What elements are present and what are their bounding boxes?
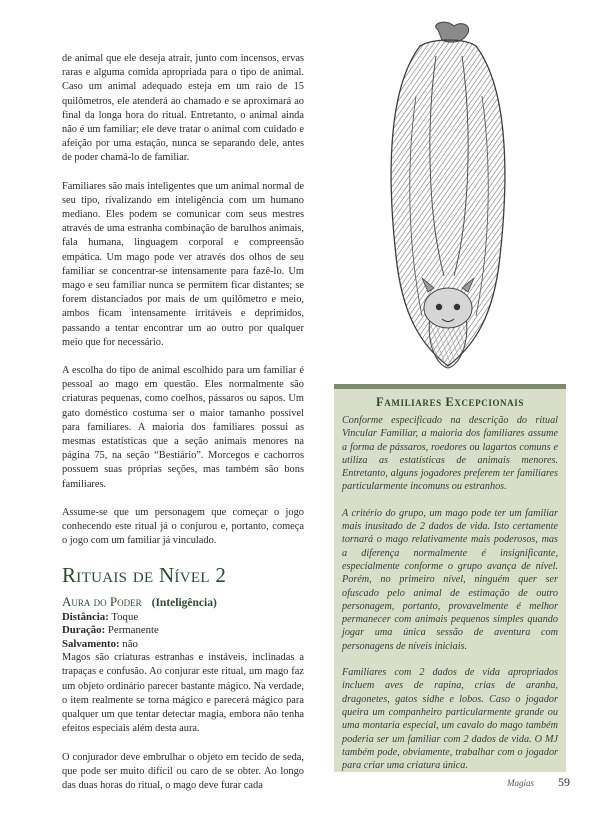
- page-number: 59: [558, 775, 570, 789]
- body-paragraph-2: Familiares são mais inteligentes que um animal normal de seu tipo, rivalizando em inteligência com um humano mediano. Eles podem se comunicar com seus mestres através de uma estranha combinação de barulhos animais, fala humana, linguagem corporal e compreensão empática. Um mago pode ver através dos olhos de seu familiar se concentrar-se intensamente para fazê-lo. Um mago e seu familiar nunca se permitem ficar distantes; se forem distanciados por mais de um quilômetro e meio, ambos ficam intensamente irritáveis e deprimidos, passando a tentar encontrar um ao outro por qualquer meio que for necessário.: [62, 180, 304, 348]
- bat-drawing: [350, 16, 545, 384]
- stat-save-label: Salvamento:: [62, 637, 120, 650]
- stat-distance-label: Distância:: [62, 610, 109, 623]
- body-paragraph-6: O conjurador deve embrulhar o objeto em tecido de seda, que pode ser muito difícil ou caro de se obter. Ao longo das duas horas do ritual, o mago deve furar cada: [62, 751, 304, 791]
- left-column: [62, 52, 304, 807]
- ritual-attribute: (Inteligência): [151, 596, 217, 609]
- body-paragraph-3: A escolha do tipo de animal escolhido para um familiar é pessoal ao mago em questão. Eles normalmente são criaturas pequenas, como coelhos, pássaros ou sapos. Um gato doméstico costuma ser o maior tamanho possível para familiares. A maioria dos familiares possui as mesmas estatísticas que a seção animais menores na página 75, na seção “Bestiário”. Morcegos e cachorros possuem suas próprias seções, mas também são bons familiares.: [62, 365, 304, 490]
- body-paragraph-1: de animal que ele deseja atrair, junto com incensos, ervas raras e alguma comida apropriada para o tipo de animal. Caso um animal adequado esteja em um raio de 15 quilômetros, ele atenderá ao chamado e se aproximará ao final da longa hora do ritual. Entretanto, o animal ainda não é um familiar; ele deve tratar o animal com cuidado e afeição por uma estação, nunca se separando dele, antes de poder chamá-lo de familiar.: [62, 53, 304, 164]
- stat-distance: [62, 611, 304, 625]
- sidebar-paragraph-3: Familiares com 2 dados de vida apropriados incluem aves de rapina, crias de aranha, dragonetes, gatos sidhe e lobos. Caso o jogador queira um companheiro particularmente grande ou uma montaria especial, um cavalo do mago também poderia ser um familiar com 2 dados de vida. O MJ também pode, obviamente, trabalhar com o jogador para criar uma criatura única.: [342, 667, 558, 772]
- body-paragraph-4: Assume-se que um personagem que começar o jogo conhecendo este ritual já o conjurou e, portanto, começa o jogo com um familiar já vinculado.: [62, 506, 304, 547]
- sidebar-paragraph-1: Conforme especificado na descrição do ritual Vincular Familiar, a maioria dos familiares assume a forma de pássaros, roedores ou lagartos comuns e utiliza as estatísticas de animais menores. Entretanto, alguns jogadores preferem ter familiares particularmente incomuns ou estranhos.: [342, 415, 558, 493]
- stat-distance-value: Toque: [111, 610, 139, 623]
- sidebar-box: [334, 384, 566, 772]
- section-title: Rituais de Nível 2: [62, 562, 227, 587]
- bat-illustration: [350, 16, 545, 384]
- footer-chapter-label: Magias: [507, 778, 534, 788]
- ritual-name: Aura do Poder: [62, 593, 142, 609]
- stat-save-value: não: [122, 637, 138, 650]
- sidebar-paragraph-2: A critério do grupo, um mago pode ter um familiar mais inusitado de 2 dados de vida. Isto certamente tornará o mago relativamente mais poderosos, mas a diferença normalmente é insignificante, especialmente conforme o grupo avança de nível. Porém, no primeiro nível, ninguém quer ser ofuscado pelo animal de estimação de outro personagem, portanto, provavelmente é melhor permanecer com animais pequenos simples quando jogar uma única sessão de aventura com personagens de níveis iniciais.: [342, 507, 558, 652]
- stat-save: [62, 638, 304, 652]
- ritual-heading: [62, 594, 304, 610]
- stat-duration-value: Permanente: [107, 624, 159, 637]
- body-paragraph-5: Magos são criaturas estranhas e instáveis, inclinadas a trapaças e confusão. Ao conjurar este ritual, um mago faz um objeto ordinário parecer bastante mágico. Na verdade, o item realmente se torna mágico e parecerá mágico para qualquer um que tentar detectar magia, embora não tenha efeitos especiais além desta aura.: [62, 652, 304, 735]
- sidebar-title: Familiares Excepcionais: [376, 395, 524, 409]
- stat-duration: [62, 624, 304, 638]
- stat-duration-label: Duração:: [62, 624, 106, 637]
